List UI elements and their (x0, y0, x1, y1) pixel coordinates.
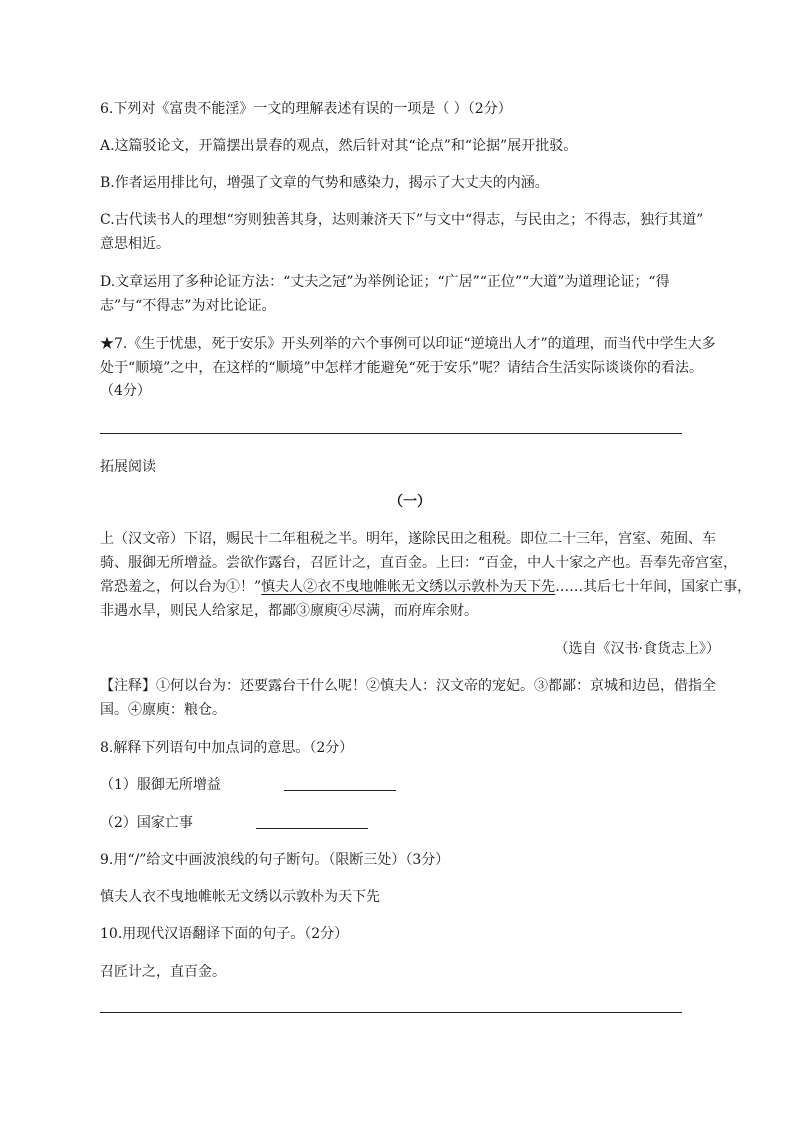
q8-item2 (100, 812, 720, 834)
q6-option-d-line2: 志”与“不得志”为对比论证。 (100, 298, 276, 314)
q8-item1-blank[interactable] (284, 776, 396, 791)
q9-sentence: 慎夫人衣不曳地帷帐无文绣以示敦朴为天下先 (100, 889, 380, 905)
q8-item1-text: （1）服御无所增益 (100, 777, 221, 793)
q7-line3: （4分） (100, 383, 151, 399)
q6-stem: 6.下列对《富贵不能淫》一文的理解表述有误的一项是（ ）（2分） (100, 101, 512, 117)
q7-line1: ★7.《生于忧患，死于安乐》开头列举的六个事例可以印证“逆境出人才”的道理，而当代中学生大多 (100, 336, 716, 352)
q8-item1 (100, 774, 720, 796)
q10-answer-line[interactable] (100, 1012, 682, 1013)
q7-line2: 处于“顺境”之中，在这样的“顺境”中怎样才能避免“死于安乐”呢？请结合生活实际谈谈你的看法。 (100, 360, 703, 376)
wavy-underlined-sentence: 慎夫人②衣不曳地帷帐无文绣以示敦朴为天下先 (261, 579, 556, 595)
passage-line4: 非遇水旱，则民人给家足，都鄙③廪庾④尽满，而府库余财。 (100, 603, 478, 619)
notes-line1: 【注释】①何以台为：还要露台干什么呢！②慎夫人：汉文帝的宠妃。③都鄙：京城和边邑，借指全 (100, 678, 716, 694)
extended-reading-heading: 拓展阅读 (100, 459, 156, 475)
passage-line3-post: ……其后七十年间，国家亡事， (555, 579, 752, 595)
q6-option-d-line1: D.文章运用了多种论证方法：“丈夫之冠”为举例论证；“广居”“正位”“大道”为道理论证；“得 (100, 274, 670, 290)
passage-line3 (100, 576, 752, 598)
q8-item2-text: （2）国家亡事 (100, 815, 193, 831)
q10-stem: 10.用现代汉语翻译下面的句子。（2分） (100, 926, 349, 942)
passage-source: （选自《汉书·食货志上》） (554, 641, 720, 657)
q10-sentence: 召匠计之，直百金。 (100, 964, 226, 980)
passage-line2: 骑、服御无所增益。尝欲作露台，召匠计之，直百金。上曰：“百金，中人十家之产也。吾奉先帝宫室， (100, 555, 738, 571)
q8-item2-blank[interactable] (256, 814, 368, 829)
section-heading: （一） (389, 494, 431, 510)
q6-option-c-line1: C.古代读书人的理想“穷则独善其身，达则兼济天下”与文中“得志，与民由之；不得志，独行其道” (100, 212, 704, 228)
q6-option-a: A.这篇驳论文，开篇摆出景春的观点，然后针对其“论点”和“论据”展开批驳。 (100, 138, 578, 154)
q9-stem: 9.用“/”给文中画波浪线的句子断句。（限断三处）（3分） (100, 852, 450, 868)
q6-option-b: B.作者运用排比句，增强了文章的气势和感染力，揭示了大丈夫的内涵。 (100, 175, 549, 191)
q6-option-c-line2: 意思相近。 (100, 236, 170, 252)
passage-line3-pre: 常恐羞之，何以台为①！” (100, 579, 262, 595)
notes-line2: 国。④廪庾：粮仓。 (100, 702, 226, 718)
q8-stem: 8.解释下列语句中加点词的意思。（2分） (100, 740, 354, 756)
passage-line1: 上（汉文帝）下诏，赐民十二年租税之半。明年，遂除民田之租税。即位二十三年，宫室、苑囿、车 (100, 531, 716, 547)
q7-answer-line[interactable] (100, 433, 682, 434)
